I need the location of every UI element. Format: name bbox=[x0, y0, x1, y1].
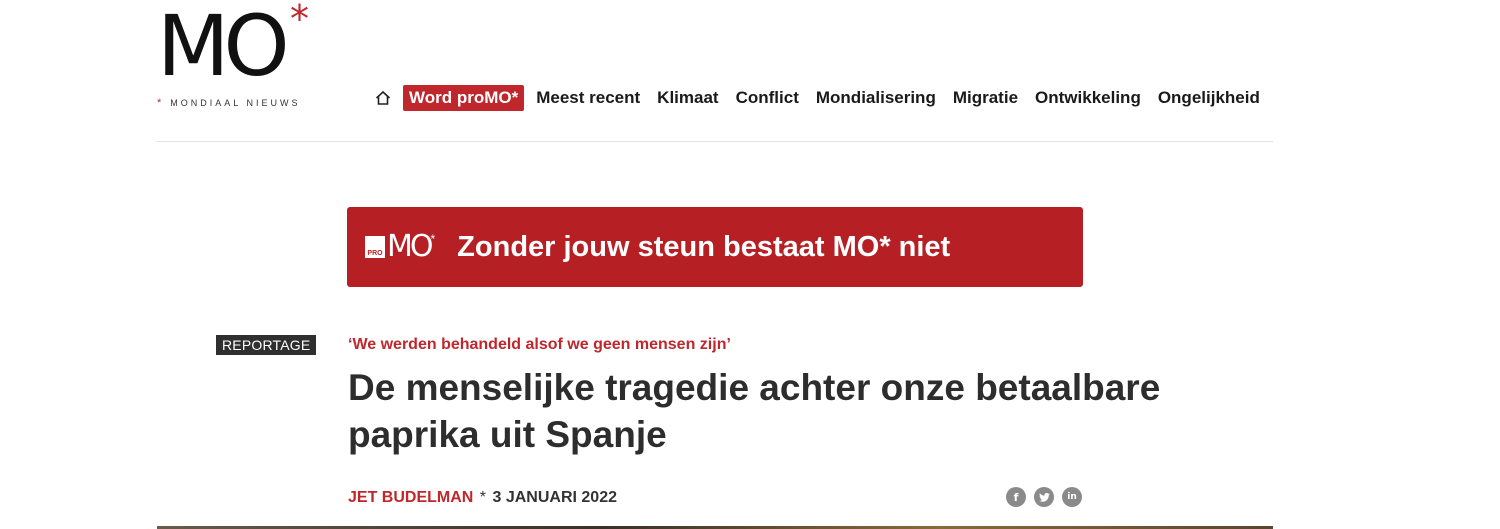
article-headline: De menselijke tragedie achter onze betaalbare paprika uit Spanje bbox=[348, 367, 1161, 455]
nav-item-conflict[interactable]: Conflict bbox=[735, 88, 799, 107]
nav-item-klimaat[interactable]: Klimaat bbox=[657, 88, 719, 107]
site-logo[interactable] bbox=[157, 0, 317, 110]
support-banner[interactable] bbox=[347, 207, 1083, 287]
badge-asterisk: * bbox=[430, 232, 436, 246]
banner-text: Zonder jouw steun bestaat MO* niet bbox=[457, 230, 951, 263]
tagline-asterisk: * bbox=[157, 97, 165, 109]
nav-item-mondialisering[interactable]: Mondialisering bbox=[815, 88, 936, 107]
home-icon[interactable] bbox=[372, 87, 394, 109]
main-nav bbox=[372, 84, 1277, 112]
logo-wordmark: MO bbox=[157, 0, 284, 95]
badge-wordmark: MO bbox=[387, 229, 431, 264]
twitter-icon[interactable] bbox=[1034, 487, 1054, 507]
article-kicker: ‘We werden behandeld alsof we geen mensen zijn’ bbox=[348, 336, 731, 353]
category-badge[interactable]: REPORTAGE bbox=[216, 335, 316, 355]
share-buttons bbox=[1006, 487, 1082, 507]
header-divider bbox=[157, 141, 1273, 142]
logo-asterisk: * bbox=[290, 0, 309, 41]
facebook-icon[interactable]: f bbox=[1006, 487, 1026, 507]
article-meta bbox=[348, 489, 617, 507]
nav-item-meest-recent[interactable]: Meest recent bbox=[536, 88, 641, 107]
nav-item-ongelijkheid[interactable]: Ongelijkheid bbox=[1157, 88, 1260, 107]
meta-separator: * bbox=[479, 489, 487, 506]
pro-label: PRO bbox=[365, 236, 385, 258]
publish-date: 3 JANUARI 2022 bbox=[492, 489, 617, 506]
nav-item-migratie[interactable]: Migratie bbox=[952, 88, 1019, 107]
nav-item-ontwikkeling[interactable]: Ontwikkeling bbox=[1035, 88, 1141, 107]
tagline-text: MONDIAAL NIEUWS bbox=[170, 98, 301, 108]
nav-item-word-promo[interactable]: Word proMO* bbox=[403, 85, 524, 111]
linkedin-icon[interactable]: in bbox=[1062, 487, 1082, 507]
promo-badge-logo bbox=[365, 229, 436, 264]
logo-tagline bbox=[157, 97, 300, 109]
author-link[interactable]: JET BUDELMAN bbox=[348, 489, 474, 506]
